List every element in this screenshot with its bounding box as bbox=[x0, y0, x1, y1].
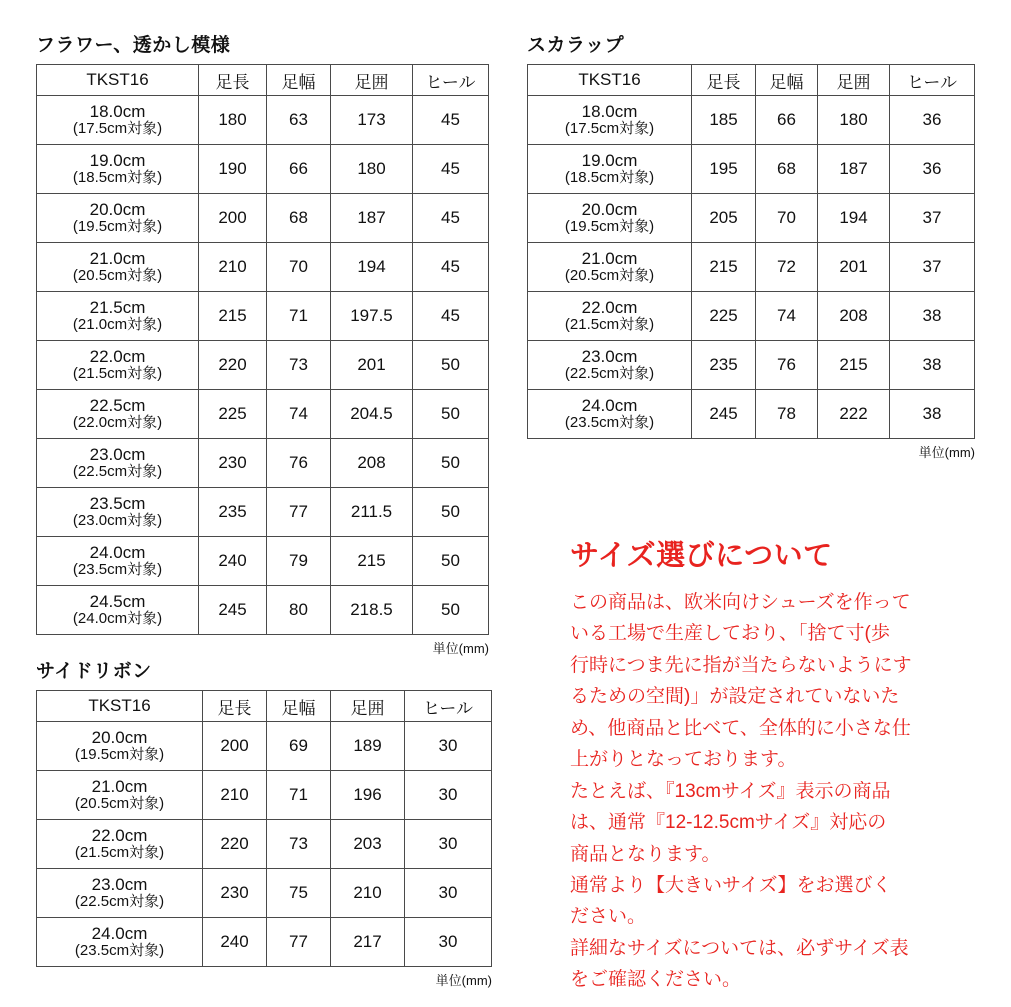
size-table-scallop bbox=[527, 64, 975, 439]
cell-size bbox=[37, 586, 199, 635]
cell-length: 220 bbox=[199, 341, 267, 390]
size-target: (23.5cm対象) bbox=[564, 414, 655, 432]
cell-girth: 173 bbox=[331, 96, 413, 145]
table-row bbox=[37, 869, 492, 918]
size-selection-note bbox=[570, 533, 970, 997]
unit-note-scallop: 単位(mm) bbox=[918, 445, 975, 460]
cell-girth: 187 bbox=[331, 194, 413, 243]
size-label: 20.0cm bbox=[91, 728, 148, 748]
size-target: (22.5cm対象) bbox=[564, 365, 655, 383]
column-header-heel: ヒール bbox=[405, 691, 492, 722]
cell-size bbox=[528, 145, 692, 194]
cell-heel: 37 bbox=[890, 243, 975, 292]
size-label: 19.0cm bbox=[581, 151, 638, 171]
cell-length: 210 bbox=[203, 771, 267, 820]
size-target: (23.5cm対象) bbox=[72, 561, 163, 579]
cell-girth: 187 bbox=[818, 145, 890, 194]
cell-heel: 30 bbox=[405, 918, 492, 967]
cell-heel: 50 bbox=[413, 390, 489, 439]
cell-girth: 194 bbox=[331, 243, 413, 292]
cell-girth: 208 bbox=[331, 439, 413, 488]
cell-size bbox=[37, 488, 199, 537]
size-target: (19.5cm対象) bbox=[74, 746, 165, 764]
table-row bbox=[528, 243, 975, 292]
section-flower bbox=[36, 30, 489, 657]
table-row bbox=[528, 292, 975, 341]
cell-heel: 50 bbox=[413, 488, 489, 537]
cell-size bbox=[528, 194, 692, 243]
size-label: 24.0cm bbox=[89, 543, 146, 563]
size-label: 22.0cm bbox=[91, 826, 148, 846]
column-header-width: 足幅 bbox=[267, 65, 331, 96]
table-row bbox=[37, 488, 489, 537]
cell-heel: 45 bbox=[413, 96, 489, 145]
cell-girth: 222 bbox=[818, 390, 890, 439]
table-row bbox=[528, 194, 975, 243]
column-header-model: TKST16 bbox=[37, 691, 203, 722]
section-title-side-ribbon: サイドリボン bbox=[36, 661, 152, 682]
cell-length: 215 bbox=[692, 243, 756, 292]
size-label: 22.0cm bbox=[581, 298, 638, 318]
column-header-girth: 足囲 bbox=[818, 65, 890, 96]
size-target: (20.5cm対象) bbox=[564, 267, 655, 285]
size-target: (20.5cm対象) bbox=[74, 795, 165, 813]
cell-width: 71 bbox=[267, 292, 331, 341]
cell-heel: 36 bbox=[890, 96, 975, 145]
table-row bbox=[37, 390, 489, 439]
cell-length: 230 bbox=[199, 439, 267, 488]
column-header-width: 足幅 bbox=[756, 65, 818, 96]
column-header-length: 足長 bbox=[199, 65, 267, 96]
cell-heel: 45 bbox=[413, 194, 489, 243]
cell-girth: 211.5 bbox=[331, 488, 413, 537]
note-line: 行時につま先に指が当たらないようにす bbox=[570, 654, 912, 676]
cell-size bbox=[528, 243, 692, 292]
size-target: (21.5cm対象) bbox=[564, 316, 655, 334]
cell-size bbox=[37, 145, 199, 194]
cell-heel: 50 bbox=[413, 341, 489, 390]
cell-length: 200 bbox=[199, 194, 267, 243]
table-row bbox=[37, 243, 489, 292]
cell-width: 66 bbox=[267, 145, 331, 194]
note-body bbox=[570, 588, 970, 995]
table-header-row bbox=[37, 691, 492, 722]
cell-heel: 45 bbox=[413, 243, 489, 292]
size-label: 23.0cm bbox=[581, 347, 638, 367]
note-line: は、通常『12-12.5cmサイズ』対応の bbox=[570, 812, 887, 834]
size-target: (19.5cm対象) bbox=[72, 218, 163, 236]
table-row bbox=[37, 341, 489, 390]
size-target: (18.5cm対象) bbox=[72, 169, 163, 187]
column-header-heel: ヒール bbox=[890, 65, 975, 96]
cell-size bbox=[528, 292, 692, 341]
cell-length: 240 bbox=[199, 537, 267, 586]
cell-length: 225 bbox=[199, 390, 267, 439]
unit-note-side-ribbon: 単位(mm) bbox=[435, 973, 492, 988]
size-label: 23.0cm bbox=[91, 875, 148, 895]
cell-size bbox=[37, 390, 199, 439]
column-header-length: 足長 bbox=[203, 691, 267, 722]
size-target: (19.5cm対象) bbox=[564, 218, 655, 236]
cell-size bbox=[37, 341, 199, 390]
cell-width: 77 bbox=[267, 918, 331, 967]
cell-girth: 204.5 bbox=[331, 390, 413, 439]
cell-heel: 45 bbox=[413, 145, 489, 194]
size-target: (20.5cm対象) bbox=[72, 267, 163, 285]
cell-girth: 215 bbox=[331, 537, 413, 586]
table-row bbox=[528, 145, 975, 194]
table-row bbox=[37, 145, 489, 194]
note-line: 通常より【大きいサイズ】をお選びく bbox=[570, 874, 892, 896]
size-label: 24.0cm bbox=[91, 924, 148, 944]
size-target: (22.0cm対象) bbox=[72, 414, 163, 432]
cell-size bbox=[528, 341, 692, 390]
size-target: (24.0cm対象) bbox=[72, 610, 163, 628]
cell-girth: 217 bbox=[331, 918, 405, 967]
cell-width: 66 bbox=[756, 96, 818, 145]
cell-girth: 215 bbox=[818, 341, 890, 390]
cell-length: 235 bbox=[692, 341, 756, 390]
cell-length: 200 bbox=[203, 722, 267, 771]
cell-size bbox=[37, 439, 199, 488]
cell-heel: 30 bbox=[405, 820, 492, 869]
table-row bbox=[37, 439, 489, 488]
size-target: (23.5cm対象) bbox=[74, 942, 165, 960]
note-line: るための空間)」が設定されていないた bbox=[570, 686, 900, 708]
cell-girth: 194 bbox=[818, 194, 890, 243]
table-row bbox=[37, 96, 489, 145]
cell-heel: 38 bbox=[890, 292, 975, 341]
cell-width: 68 bbox=[756, 145, 818, 194]
size-label: 22.0cm bbox=[89, 347, 146, 367]
size-table-side-ribbon bbox=[36, 690, 492, 967]
column-header-model: TKST16 bbox=[528, 65, 692, 96]
cell-width: 78 bbox=[756, 390, 818, 439]
cell-width: 69 bbox=[267, 722, 331, 771]
cell-width: 73 bbox=[267, 820, 331, 869]
cell-width: 73 bbox=[267, 341, 331, 390]
cell-size bbox=[37, 96, 199, 145]
cell-length: 230 bbox=[203, 869, 267, 918]
cell-length: 210 bbox=[199, 243, 267, 292]
size-label: 18.0cm bbox=[581, 102, 638, 122]
cell-girth: 208 bbox=[818, 292, 890, 341]
note-line: 上がりとなっております。 bbox=[570, 749, 797, 771]
table-row bbox=[37, 771, 492, 820]
size-target: (21.5cm対象) bbox=[72, 365, 163, 383]
cell-heel: 38 bbox=[890, 341, 975, 390]
note-line: をご確認ください。 bbox=[570, 969, 742, 991]
cell-size bbox=[37, 243, 199, 292]
column-header-girth: 足囲 bbox=[331, 65, 413, 96]
cell-length: 245 bbox=[692, 390, 756, 439]
cell-length: 180 bbox=[199, 96, 267, 145]
size-label: 18.0cm bbox=[89, 102, 146, 122]
size-label: 19.0cm bbox=[89, 151, 146, 171]
cell-size bbox=[37, 722, 203, 771]
column-header-heel: ヒール bbox=[413, 65, 489, 96]
cell-girth: 201 bbox=[331, 341, 413, 390]
cell-width: 77 bbox=[267, 488, 331, 537]
cell-length: 185 bbox=[692, 96, 756, 145]
cell-width: 79 bbox=[267, 537, 331, 586]
size-target: (22.5cm対象) bbox=[74, 893, 165, 911]
cell-girth: 210 bbox=[331, 869, 405, 918]
size-label: 21.0cm bbox=[91, 777, 148, 797]
cell-heel: 30 bbox=[405, 722, 492, 771]
cell-length: 195 bbox=[692, 145, 756, 194]
cell-width: 63 bbox=[267, 96, 331, 145]
size-label: 21.0cm bbox=[581, 249, 638, 269]
size-label: 24.0cm bbox=[581, 396, 638, 416]
column-header-model: TKST16 bbox=[37, 65, 199, 96]
cell-length: 235 bbox=[199, 488, 267, 537]
cell-girth: 196 bbox=[331, 771, 405, 820]
section-title-scallop: スカラップ bbox=[527, 35, 625, 56]
cell-size bbox=[528, 390, 692, 439]
cell-length: 190 bbox=[199, 145, 267, 194]
cell-heel: 30 bbox=[405, 869, 492, 918]
cell-length: 225 bbox=[692, 292, 756, 341]
cell-width: 71 bbox=[267, 771, 331, 820]
cell-girth: 180 bbox=[331, 145, 413, 194]
size-target: (21.5cm対象) bbox=[74, 844, 165, 862]
table-row bbox=[37, 722, 492, 771]
note-line: め、他商品と比べて、全体的に小さな仕 bbox=[570, 717, 911, 739]
cell-heel: 30 bbox=[405, 771, 492, 820]
note-line: たとえば、『13cmサイズ』表示の商品 bbox=[570, 780, 891, 802]
cell-width: 75 bbox=[267, 869, 331, 918]
size-label: 20.0cm bbox=[581, 200, 638, 220]
note-title: サイズ選びについて bbox=[570, 540, 833, 572]
cell-size bbox=[37, 292, 199, 341]
cell-size bbox=[37, 869, 203, 918]
cell-size bbox=[37, 918, 203, 967]
size-target: (23.0cm対象) bbox=[72, 512, 163, 530]
column-header-girth: 足囲 bbox=[331, 691, 405, 722]
cell-length: 205 bbox=[692, 194, 756, 243]
cell-width: 72 bbox=[756, 243, 818, 292]
cell-width: 70 bbox=[756, 194, 818, 243]
cell-width: 74 bbox=[267, 390, 331, 439]
cell-girth: 218.5 bbox=[331, 586, 413, 635]
unit-note-flower: 単位(mm) bbox=[432, 641, 489, 656]
cell-heel: 36 bbox=[890, 145, 975, 194]
section-side-ribbon bbox=[36, 656, 492, 989]
cell-heel: 37 bbox=[890, 194, 975, 243]
note-line: いる工場で生産しており、「捨て寸(歩 bbox=[570, 623, 890, 645]
cell-length: 220 bbox=[203, 820, 267, 869]
size-target: (22.5cm対象) bbox=[72, 463, 163, 481]
cell-width: 76 bbox=[756, 341, 818, 390]
size-label: 23.5cm bbox=[89, 494, 146, 514]
cell-heel: 50 bbox=[413, 586, 489, 635]
cell-length: 215 bbox=[199, 292, 267, 341]
table-row bbox=[528, 96, 975, 145]
cell-width: 76 bbox=[267, 439, 331, 488]
cell-heel: 38 bbox=[890, 390, 975, 439]
cell-heel: 50 bbox=[413, 537, 489, 586]
size-label: 21.5cm bbox=[89, 298, 146, 318]
size-target: (21.0cm対象) bbox=[72, 316, 163, 334]
cell-size bbox=[528, 96, 692, 145]
cell-size bbox=[37, 537, 199, 586]
table-row bbox=[37, 292, 489, 341]
cell-girth: 201 bbox=[818, 243, 890, 292]
cell-girth: 203 bbox=[331, 820, 405, 869]
column-header-length: 足長 bbox=[692, 65, 756, 96]
table-row bbox=[528, 341, 975, 390]
cell-girth: 180 bbox=[818, 96, 890, 145]
cell-girth: 197.5 bbox=[331, 292, 413, 341]
size-table-flower bbox=[36, 64, 489, 635]
note-line: 商品となります。 bbox=[570, 843, 721, 865]
note-line: 詳細なサイズについては、必ずサイズ表 bbox=[570, 937, 909, 959]
table-header-row bbox=[37, 65, 489, 96]
table-row bbox=[37, 820, 492, 869]
size-label: 21.0cm bbox=[89, 249, 146, 269]
section-title-flower: フラワー、透かし模様 bbox=[36, 35, 231, 56]
cell-size bbox=[37, 194, 199, 243]
section-scallop bbox=[527, 30, 975, 461]
cell-length: 245 bbox=[199, 586, 267, 635]
size-label: 20.0cm bbox=[89, 200, 146, 220]
note-line: ださい。 bbox=[570, 906, 647, 928]
table-row bbox=[37, 194, 489, 243]
size-label: 22.5cm bbox=[89, 396, 146, 416]
cell-width: 80 bbox=[267, 586, 331, 635]
table-row bbox=[37, 537, 489, 586]
table-header-row bbox=[528, 65, 975, 96]
column-header-width: 足幅 bbox=[267, 691, 331, 722]
cell-girth: 189 bbox=[331, 722, 405, 771]
cell-heel: 45 bbox=[413, 292, 489, 341]
table-row bbox=[37, 918, 492, 967]
cell-length: 240 bbox=[203, 918, 267, 967]
cell-size bbox=[37, 820, 203, 869]
cell-width: 70 bbox=[267, 243, 331, 292]
size-target: (17.5cm対象) bbox=[72, 120, 163, 138]
size-target: (18.5cm対象) bbox=[564, 169, 655, 187]
table-row bbox=[528, 390, 975, 439]
cell-heel: 50 bbox=[413, 439, 489, 488]
cell-width: 68 bbox=[267, 194, 331, 243]
size-label: 23.0cm bbox=[89, 445, 146, 465]
note-line: この商品は、欧米向けシューズを作って bbox=[570, 592, 911, 613]
size-target: (17.5cm対象) bbox=[564, 120, 655, 138]
cell-size bbox=[37, 771, 203, 820]
size-label: 24.5cm bbox=[89, 592, 146, 612]
table-row bbox=[37, 586, 489, 635]
cell-width: 74 bbox=[756, 292, 818, 341]
